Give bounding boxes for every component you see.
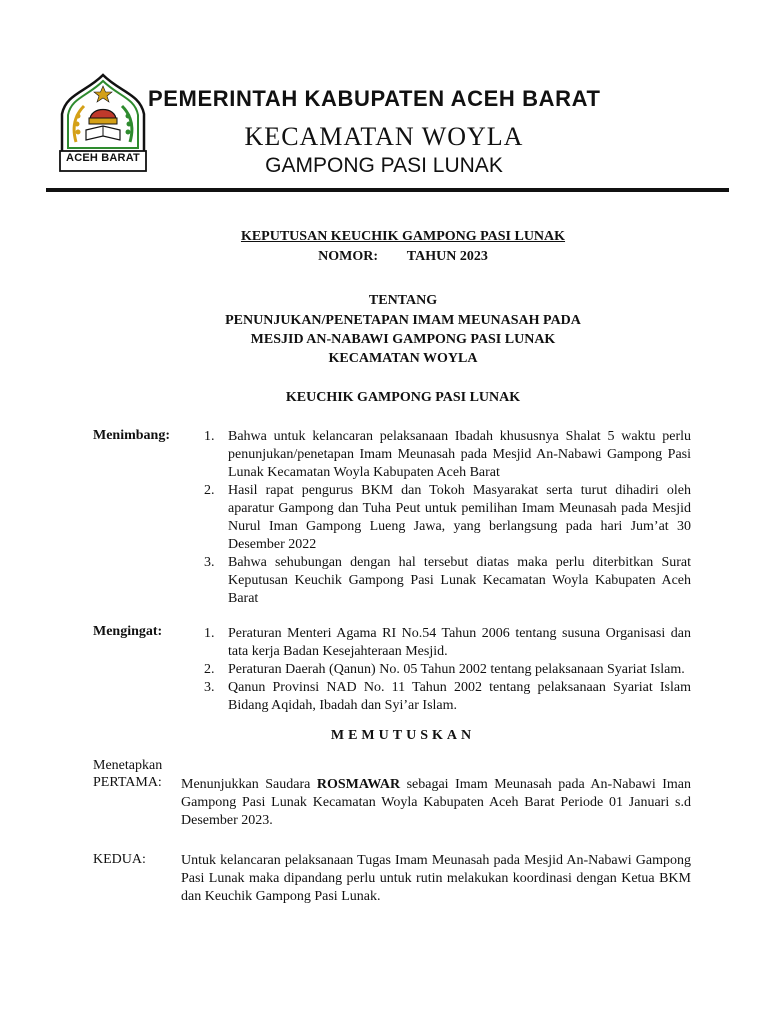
second-decision: Untuk kelancaran pelaksanaan Tugas Imam Meunasah pada Mesjid An-Nabawi Gampong Pasi Lunak maka dipandang perlu untuk rutin melakukan koordinasi dengan Ketua BKM dan Keuchik Gampong Pasi Lunak.	[181, 853, 691, 904]
establish-label: Menetapkan	[93, 758, 163, 773]
district-heading: KECAMATAN WOYLA	[244, 122, 524, 151]
about-label: TENTANG	[368, 293, 438, 308]
decree-title: KEPUTUSAN KEUCHIK GAMPONG PASI LUNAK	[240, 229, 566, 244]
considering-list	[204, 428, 691, 608]
item-text: Peraturan Menteri Agama RI No.54 Tahun 2006 tentang susuna Organisasi dan tata kerja Badan Kesejahteraan Mesjid.	[228, 626, 691, 659]
list-item	[204, 679, 691, 715]
remembering-list	[204, 625, 691, 715]
subject-line-2: MESJID AN-NABAWI GAMPONG PASI LUNAK	[250, 332, 556, 347]
first-decision	[181, 776, 691, 830]
first-label: PERTAMA:	[93, 775, 162, 790]
list-item	[204, 661, 691, 679]
decides-heading: MEMUTUSKAN	[330, 728, 476, 743]
item-number: 1.	[204, 626, 215, 641]
subject-line-1: PENUNJUKAN/PENETAPAN IMAM MEUNASAH PADA	[225, 313, 581, 328]
considering-label: Menimbang:	[93, 428, 170, 443]
government-heading: PEMERINTAH KABUPATEN ACEH BARAT	[148, 86, 601, 111]
subject-line-3: KECAMATAN WOYLA	[328, 351, 478, 366]
decree-number-row	[0, 249, 768, 265]
village-heading: GAMPONG PASI LUNAK	[265, 154, 503, 177]
second-label: KEDUA:	[93, 852, 146, 867]
number-label: NOMOR:	[318, 249, 379, 264]
appointee-name: ROSMAWAR	[316, 777, 401, 792]
list-item	[204, 625, 691, 661]
item-text: Qanun Provinsi NAD No. 11 Tahun 2002 tentang pelaksanaan Syariat Islam Bidang Aqidah, Ibadah dan Syi’ar Islam.	[228, 680, 691, 713]
remembering-label: Mengingat:	[93, 624, 163, 639]
emblem-caption: ACEH BARAT	[66, 152, 140, 164]
list-item	[204, 482, 691, 554]
decree-title-row	[0, 229, 768, 245]
item-text: Hasil rapat pengurus BKM dan Tokoh Masyarakat serta turut dihadiri oleh aparatur Gampong dan Tuha Peut untuk pemilihan Imam Meunasah pada Mesjid Nurul Iman Gampong Lueng Jawa, yang berlangsung pada hari Jum’at 30 Desember 2022	[228, 483, 691, 552]
item-number: 3.	[204, 555, 215, 570]
first-decision-intro: Menunjukkan Saudara	[181, 777, 317, 792]
item-number: 2.	[204, 483, 215, 498]
item-text: Bahwa untuk kelancaran pelaksanaan Ibadah khususnya Shalat 5 waktu perlu penunjukan/penetapan Imam Meunasah pada Mesjid An-Nabawi Gampong Pasi Lunak Kecamatan Woyla Kabupaten Aceh Barat	[228, 429, 691, 480]
list-item	[204, 428, 691, 482]
decree-year: TAHUN 2023	[406, 249, 488, 264]
issuer-heading: KEUCHIK GAMPONG PASI LUNAK	[285, 390, 521, 405]
item-number: 1.	[204, 429, 215, 444]
first-decision-body: sebagai Imam Meunasah pada An-Nabawi Iman Gampong Pasi Lunak Kecamatan Woyla Kabupaten Aceh Barat Periode 01 Januari s.d Desember 2023.	[181, 777, 691, 828]
item-number: 2.	[204, 662, 215, 677]
item-number: 3.	[204, 680, 215, 695]
letterhead-divider	[46, 188, 729, 192]
item-text: Bahwa sehubungan dengan hal tersebut diatas maka perlu diterbitkan Surat Keputusan Keuchik Gampong Pasi Lunak Kecamatan Woyla Kabupaten Aceh Barat	[228, 555, 691, 606]
list-item	[204, 554, 691, 608]
item-text: Peraturan Daerah (Qanun) No. 05 Tahun 2002 tentang pelaksanaan Syariat Islam.	[228, 662, 685, 677]
